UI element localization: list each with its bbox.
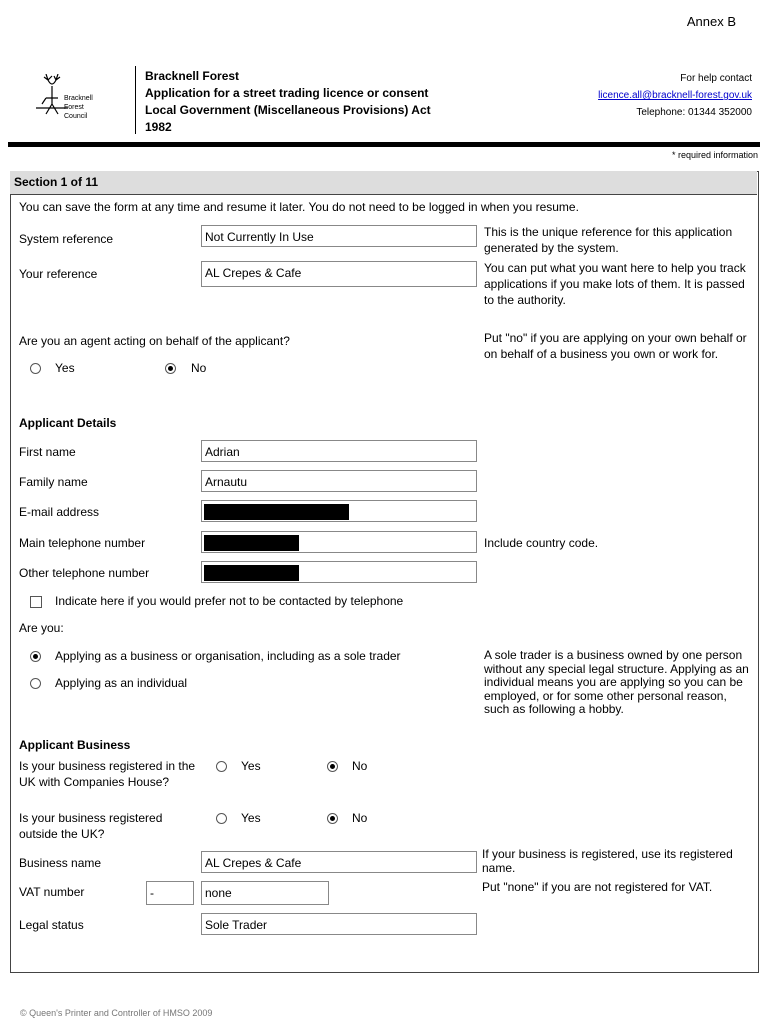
registered-uk-no-label: No bbox=[352, 759, 368, 773]
no-phone-contact-label: Indicate here if you would prefer not to be contacted by telephone bbox=[55, 594, 404, 608]
registered-outside-label: Is your business registered outside the UK? bbox=[19, 811, 163, 841]
main-phone-redaction bbox=[204, 535, 299, 551]
system-reference-field[interactable]: Not Currently In Use bbox=[201, 225, 477, 247]
registered-outside-yes-radio[interactable] bbox=[216, 813, 227, 824]
title-line-2: Application for a street trading licence or consent bbox=[145, 86, 429, 100]
are-you-label: Are you: bbox=[19, 621, 64, 635]
logo-text-1: Bracknell bbox=[64, 95, 93, 102]
council-logo bbox=[34, 74, 104, 130]
agent-no-label: No bbox=[191, 361, 207, 375]
your-reference-label: Your reference bbox=[19, 267, 98, 281]
applicant-details-heading: Applicant Details bbox=[19, 416, 117, 430]
help-email-link[interactable]: licence.all@bracknell-forest.gov.uk bbox=[598, 90, 752, 101]
required-note: * required information bbox=[671, 150, 758, 160]
help-contact bbox=[598, 70, 752, 121]
legal-status-label: Legal status bbox=[19, 918, 84, 932]
individual-option-label: Applying as an individual bbox=[55, 676, 188, 690]
logo-text-3: Council bbox=[64, 113, 88, 120]
section-title: Section 1 of 11 bbox=[14, 175, 99, 189]
title-line-1: Bracknell Forest bbox=[145, 69, 240, 83]
form-title bbox=[145, 68, 475, 136]
registered-outside-yes-label: Yes bbox=[241, 811, 261, 825]
agent-yes-label: Yes bbox=[55, 361, 75, 375]
family-name-field[interactable]: Arnautu bbox=[201, 470, 477, 492]
email-redaction bbox=[204, 504, 349, 520]
email-label: E-mail address bbox=[19, 505, 100, 519]
registered-outside-no-radio[interactable] bbox=[327, 813, 338, 824]
agent-help: Put "no" if you are applying on your own behalf or on behalf of a business you own or work for. bbox=[484, 331, 747, 361]
registered-uk-yes-label: Yes bbox=[241, 759, 261, 773]
other-phone-label: Other telephone number bbox=[19, 566, 150, 580]
logo-text-2: Forest bbox=[64, 104, 84, 111]
your-reference-help: You can put what you want here to help you track applications if you make lots of them. It is passed to the authority. bbox=[484, 261, 746, 307]
main-phone-help: Include country code. bbox=[484, 536, 599, 550]
vat-label: VAT number bbox=[19, 885, 85, 899]
other-phone-redaction bbox=[204, 565, 299, 581]
registered-outside-no-label: No bbox=[352, 811, 368, 825]
individual-radio[interactable] bbox=[30, 678, 41, 689]
your-reference-field[interactable]: AL Crepes & Cafe bbox=[201, 261, 477, 287]
no-phone-contact-checkbox[interactable] bbox=[30, 596, 42, 608]
legal-status-field[interactable]: Sole Trader bbox=[201, 913, 477, 935]
agent-question: Are you an agent acting on behalf of the applicant? bbox=[19, 334, 290, 348]
business-name-help: If your business is registered, use its registered name. bbox=[482, 847, 733, 875]
title-line-4: 1982 bbox=[145, 120, 172, 134]
family-name-label: Family name bbox=[19, 475, 88, 489]
registered-uk-no-radio[interactable] bbox=[327, 761, 338, 772]
business-option-label: Applying as a business or organisation, including as a sole trader bbox=[55, 649, 401, 663]
intro-text: You can save the form at any time and resume it later. You do not need to be logged in when you resume. bbox=[19, 200, 579, 214]
copyright-footer: © Queen's Printer and Controller of HMSO 2009 bbox=[20, 1008, 213, 1018]
are-you-help: A sole trader is a business owned by one person without any special legal structure. Applying as an individual means you are applying so you can be employed, or for some other personal reason, such as following a hobby. bbox=[484, 648, 749, 716]
vat-help: Put "none" if you are not registered for VAT. bbox=[482, 880, 713, 894]
title-line-3: Local Government (Miscellaneous Provisions) Act bbox=[145, 103, 431, 117]
help-label: For help contact bbox=[680, 73, 752, 84]
vat-prefix-field[interactable]: - bbox=[146, 881, 194, 905]
system-reference-label: System reference bbox=[19, 232, 114, 246]
business-radio[interactable] bbox=[30, 651, 41, 662]
vat-number-field[interactable]: none bbox=[201, 881, 329, 905]
business-name-label: Business name bbox=[19, 856, 102, 870]
main-phone-label: Main telephone number bbox=[19, 536, 146, 550]
help-phone: Telephone: 01344 352000 bbox=[636, 107, 752, 118]
first-name-label: First name bbox=[19, 445, 76, 459]
other-phone-field[interactable] bbox=[201, 561, 477, 583]
email-field[interactable] bbox=[201, 500, 477, 522]
first-name-field[interactable]: Adrian bbox=[201, 440, 477, 462]
main-phone-field[interactable] bbox=[201, 531, 477, 553]
agent-no-radio[interactable] bbox=[165, 363, 176, 374]
business-name-field[interactable]: AL Crepes & Cafe bbox=[201, 851, 477, 873]
annex-label: Annex B bbox=[686, 14, 736, 29]
registered-uk-yes-radio[interactable] bbox=[216, 761, 227, 772]
system-reference-help: This is the unique reference for this application generated by the system. bbox=[484, 225, 733, 255]
agent-yes-radio[interactable] bbox=[30, 363, 41, 374]
section-header bbox=[10, 171, 757, 195]
registered-uk-label: Is your business registered in the UK with Companies House? bbox=[19, 759, 196, 789]
header-rule bbox=[8, 142, 760, 147]
applicant-business-heading: Applicant Business bbox=[19, 738, 131, 752]
